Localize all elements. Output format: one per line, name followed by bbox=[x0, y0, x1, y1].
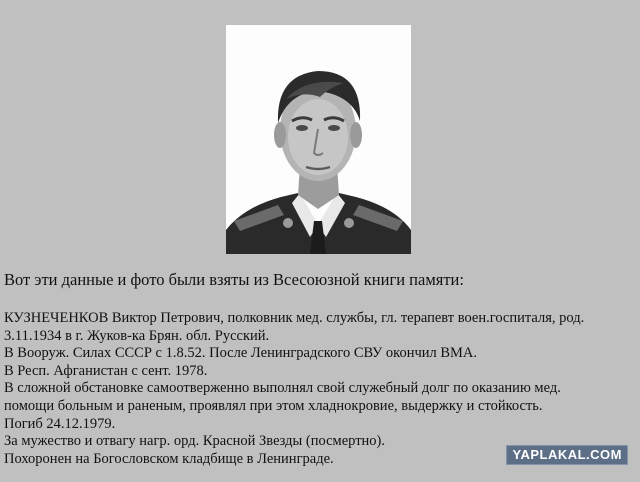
site-watermark: YAPLAKAL.COM bbox=[506, 445, 628, 465]
portrait-photo bbox=[226, 25, 411, 254]
bio-line: За мужество и отвагу нагр. орд. Красной Звезды (посмертно). bbox=[4, 433, 385, 450]
bio-line: Погиб 24.12.1979. bbox=[4, 415, 116, 432]
bio-line: помощи больным и раненым, проявлял при этом хладнокровие, выдержку и стойкость. bbox=[4, 397, 543, 414]
bio-line: В Респ. Афганистан с сент. 1978. bbox=[4, 362, 208, 379]
bio-line: 3.11.1934 в г. Жуков-ка Брян. обл. Русский. bbox=[4, 327, 270, 344]
intro-text: Вот эти данные и фото были взяты из Всесоюзной книги памяти: bbox=[4, 270, 464, 289]
bio-line: КУЗНЕЧЕНКОВ Виктор Петрович, полковник мед. службы, гл. терапевт воен.госпиталя, род. bbox=[4, 310, 585, 326]
bio-line: В сложной обстановке самоотверженно выполнял свой служебный долг по оказанию мед. bbox=[4, 380, 561, 397]
bio-line: Похоронен на Богословском кладбище в Ленинграде. bbox=[4, 450, 334, 467]
bio-line: В Вооруж. Силах СССР с 1.8.52. После Ленинградского СВУ окончил ВМА. bbox=[4, 345, 478, 362]
portrait-image bbox=[226, 25, 411, 254]
